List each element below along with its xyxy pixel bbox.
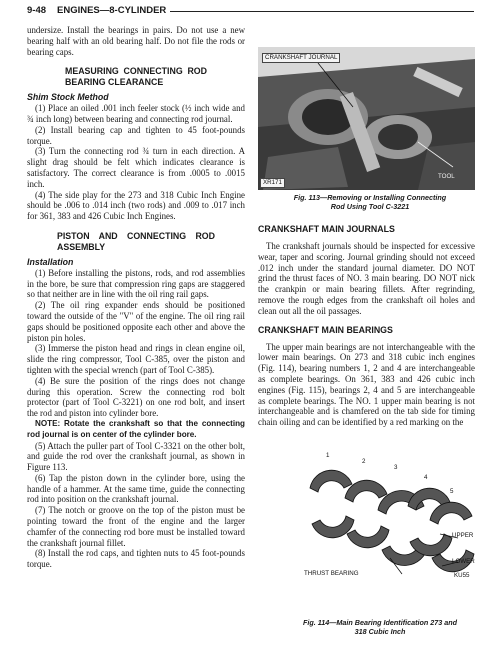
bearings-paragraph: The upper main bearings are not interchangeable with the lower main bearings. On 273 and 318 cubic inch engines (Fig. 114), bearing numbers 1, 2 and 4 are interchangeable as complete bearings. On 361, 383 and 426 cubic inch engines (Fig. 115), bearings 2, 4 and 5 are interchangeable as complete bearings. The NO. 1 upper main bearing is not interchangeable and is chamfered on the tab side for timing chain oiling and can be identified by a red marking on the	[258, 341, 475, 428]
figure-113-caption: Fig. 113—Removing or Installing Connecting Rod Using Tool C-3221	[293, 193, 447, 211]
shim-step-4: (4) The side play for the 273 and 318 Cubic Inch Engine should be .006 to .014 inch (two rods) and .009 to .017 inch for 361, 383 and 426 Cubic Inch Engines.	[27, 189, 245, 222]
note-rotate-crankshaft: NOTE: Rotate the crankshaft so that the connecting rod journal is on center of the cylinder bore.	[27, 418, 245, 439]
install-step-4: (4) Be sure the position of the rings does not change during this operation. Screw the connecting rod bolt protector (part of Tool C-3221) on one rod bolt, and insert the rod and piston into cylinder bore.	[27, 375, 245, 419]
shim-step-2: (2) Install bearing cap and tighten to 45 foot-pounds torque.	[27, 124, 245, 146]
subheading-installation: Installation	[27, 256, 74, 267]
left-column	[27, 25, 245, 570]
install-step-3: (3) Immerse the piston head and rings in clean engine oil, slide the ring compressor, Tool C-385, over the piston and tighten with the special wrench (part of Tool C-385).	[27, 343, 245, 375]
bearing-number-2: 2	[362, 458, 366, 465]
figure-114-caption: Fig. 114—Main Bearing Identification 273 and 318 Cubic Inch	[302, 618, 458, 636]
heading-measuring: MEASURING CONNECTING ROD BEARING CLEARANCE	[65, 66, 207, 88]
figure-114-illustration	[290, 446, 475, 613]
heading-piston-rod: PISTON AND CONNECTING ROD ASSEMBLY	[57, 230, 215, 252]
section-title: ENGINES—8-CYLINDER	[57, 5, 167, 16]
heading-main-bearings: CRANKSHAFT MAIN BEARINGS	[258, 324, 393, 335]
label-lower: LOWER	[452, 558, 475, 565]
journals-paragraph: The crankshaft journals should be inspected for excessive wear, taper and scoring. Journal grinding should not exceed .012 inch under the standard journal diameter. DO NOT grind the thrust faces of NO. 3 main bearing. DO NOT nick the crankpin or main bearing fillets. After regrinding, remove the rough edges from the crankshaft oil holes and clean out all the oil passages.	[258, 241, 475, 316]
install-step-6: (6) Tap the piston down in the cylinder bore, using the handle of a hammer. At the same time, guide the connecting rod into position on the crankshaft journal.	[27, 472, 245, 505]
shim-step-1: (1) Place an oiled .001 inch feeler stock (½ inch wide and ¾ inch long) between bearing and connecting rod journal.	[27, 103, 245, 124]
page-header	[27, 4, 474, 20]
install-step-8: (8) Install the rod caps, and tighten nuts to 45 foot-pounds torque.	[27, 548, 245, 570]
page-number: 9-48	[27, 5, 47, 16]
install-step-5: (5) Attach the puller part of Tool C-3321 on the other bolt, and guide the rod over the crankshaft journal, as shown in Figure 113.	[27, 440, 245, 473]
engine-photo-illustration	[258, 47, 475, 190]
label-tool: TOOL	[438, 173, 455, 180]
install-step-7: (7) The notch or groove on the top of the piston must be pointing toward the front of the engine and the larger chamfer of the connecting rod bore must be installed toward the crankshaft journal fillet.	[27, 505, 245, 548]
intro-paragraph: undersize. Install the bearings in pairs. Do not use a new bearing half with an old bearing half. Do not file the rods or bearing caps.	[27, 25, 245, 57]
bearing-number-3: 3	[394, 464, 398, 471]
shim-step-3: (3) Turn the connecting rod ¾ turn in each direction. A slight drag should be felt which indicates clearance is satisfactory. The correct clearance is from .0005 to .0015 inch.	[27, 146, 245, 189]
label-crankshaft-journal: CRANKSHAFT JOURNAL	[262, 53, 340, 63]
header-rule	[170, 11, 474, 12]
subheading-shim-stock: Shim Stock Method	[27, 92, 109, 103]
right-column	[258, 224, 475, 428]
figure-code-xr171: XR171	[260, 178, 285, 188]
label-upper: UPPER	[452, 532, 474, 539]
bearing-number-5: 5	[450, 488, 454, 495]
bearing-number-1: 1	[326, 452, 330, 459]
bearing-set-drawing	[290, 446, 475, 613]
install-step-1: (1) Before installing the pistons, rods, and rod assemblies in the bore, be sure that compression ring gaps are staggered so that neither are in line with the oil ring rail gaps.	[27, 267, 245, 300]
figure-code-ku55: KU55	[454, 572, 470, 579]
label-thrust-bearing: THRUST BEARING	[304, 570, 359, 577]
install-step-2: (2) The oil ring expander ends should be positioned toward the outside of the "V" of the engine. The oil ring rail gaps should be positioned opposite each other and above the piston pin holes.	[27, 300, 245, 343]
heading-main-journals: CRANKSHAFT MAIN JOURNALS	[258, 224, 395, 234]
bearing-number-4: 4	[424, 474, 428, 481]
figure-113-photo	[258, 47, 475, 190]
